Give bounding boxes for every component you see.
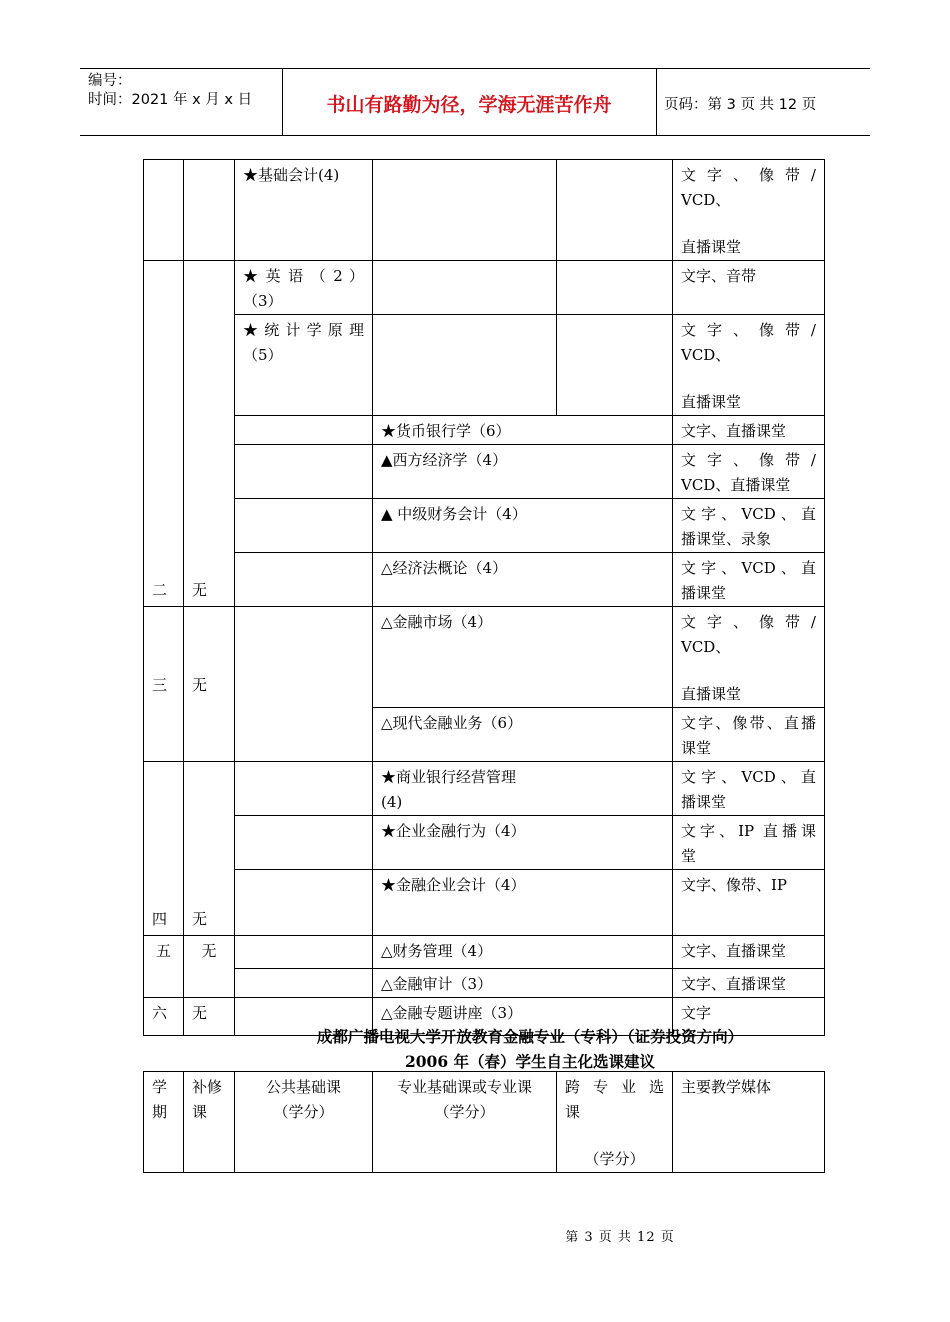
table-row bbox=[144, 816, 825, 870]
major-course-cell bbox=[373, 160, 557, 261]
media-cell: 文 字 、 像 带 / VCD、 直播课堂 bbox=[673, 315, 825, 416]
table-row bbox=[144, 160, 825, 261]
media-cell: 文字、直播课堂 bbox=[673, 416, 825, 445]
media-cell: 文 字 、 像 带 / VCD、 直播课堂 bbox=[673, 607, 825, 708]
makeup-cell: 无 bbox=[184, 607, 235, 762]
public-course-cell bbox=[235, 553, 373, 607]
media-cell: 文字、VCD、直 播课堂 bbox=[673, 762, 825, 816]
major-course-cell: △金融市场（4） bbox=[373, 607, 673, 708]
major-course-cell: ★货币银行学（6） bbox=[373, 416, 673, 445]
public-course-cell bbox=[235, 936, 373, 969]
media-cell: 文字、像带、直播 课堂 bbox=[673, 708, 825, 762]
header-public-course: 公共基础课 （学分） bbox=[235, 1072, 373, 1173]
major-course-cell bbox=[373, 261, 557, 315]
makeup-cell: 无 bbox=[184, 261, 235, 607]
media-cell: 文 字 、 像 带 / VCD、直播课堂 bbox=[673, 445, 825, 499]
major-course-cell: ★商业银行经营管理 (4) bbox=[373, 762, 673, 816]
public-course-cell bbox=[235, 445, 373, 499]
major-course-cell: △金融专题讲座（3） bbox=[373, 998, 673, 1036]
header-makeup: 补修 课 bbox=[184, 1072, 235, 1173]
table-row bbox=[144, 969, 825, 998]
table-row bbox=[144, 445, 825, 499]
public-course-cell: ★基础会计(4) bbox=[235, 160, 373, 261]
major-course-cell: ★企业金融行为（4） bbox=[373, 816, 673, 870]
term-cell: 六 bbox=[144, 998, 184, 1036]
table-row bbox=[144, 870, 825, 936]
public-course-cell bbox=[235, 607, 373, 762]
header-media: 主要教学媒体 bbox=[673, 1072, 825, 1173]
term-cell: 五 bbox=[144, 936, 184, 998]
cross-course-cell bbox=[557, 160, 673, 261]
cross-course-cell bbox=[557, 315, 673, 416]
public-course-cell bbox=[235, 870, 373, 936]
term-cell: 二 bbox=[144, 261, 184, 607]
header-term: 学 期 bbox=[144, 1072, 184, 1173]
public-course-cell: ★ 英 语 （ 2 ） （3） bbox=[235, 261, 373, 315]
table-row bbox=[144, 499, 825, 553]
table-row bbox=[144, 416, 825, 445]
section-title: 成都广播电视大学开放教育金融专业（专科）（证券投资方向） bbox=[316, 1027, 744, 1046]
table-header-row bbox=[144, 1072, 825, 1173]
table-row bbox=[144, 315, 825, 416]
header-number: 编号： bbox=[88, 73, 132, 89]
media-cell: 文字、VCD、直 播课堂、录象 bbox=[673, 499, 825, 553]
page-footer: 第 3 页 共 12 页 bbox=[565, 1230, 675, 1245]
major-course-cell: ★金融企业会计（4） bbox=[373, 870, 673, 936]
table-row bbox=[144, 553, 825, 607]
table-row bbox=[144, 762, 825, 816]
term-cell: 三 bbox=[144, 607, 184, 762]
header-divider bbox=[656, 69, 657, 135]
course-selection-table bbox=[143, 1071, 825, 1173]
public-course-cell bbox=[235, 969, 373, 998]
makeup-cell: 无 bbox=[184, 936, 235, 998]
major-course-cell: △财务管理（4） bbox=[373, 936, 673, 969]
table-row bbox=[144, 261, 825, 315]
media-cell: 文字、直播课堂 bbox=[673, 936, 825, 969]
public-course-cell bbox=[235, 816, 373, 870]
header-page-number: 页码：第 3 页 共 12 页 bbox=[664, 96, 817, 113]
major-course-cell bbox=[373, 315, 557, 416]
header-date: 时间：2021 年 x 月 x 日 bbox=[88, 92, 253, 108]
term-cell bbox=[144, 160, 184, 261]
makeup-cell bbox=[184, 160, 235, 261]
media-cell: 文字、像带、IP bbox=[673, 870, 825, 936]
header-cross-course: 跨 专 业 选 课 （学分） bbox=[557, 1072, 673, 1173]
makeup-cell: 无 bbox=[184, 762, 235, 936]
media-cell: 文 字 、 像 带 / VCD、 直播课堂 bbox=[673, 160, 825, 261]
major-course-cell: ▲西方经济学（4） bbox=[373, 445, 673, 499]
table-row bbox=[144, 607, 825, 708]
media-cell: 文字、音带 bbox=[673, 261, 825, 315]
term-cell: 四 bbox=[144, 762, 184, 936]
page-header bbox=[80, 68, 870, 136]
public-course-cell: ★统计学原理 （5） bbox=[235, 315, 373, 416]
table-row bbox=[144, 936, 825, 969]
header-motto: 书山有路勤为径，学海无涯苦作舟 bbox=[326, 93, 612, 116]
major-course-cell: △金融审计（3） bbox=[373, 969, 673, 998]
public-course-cell bbox=[235, 499, 373, 553]
major-course-cell: △现代金融业务（6） bbox=[373, 708, 673, 762]
header-major-course: 专业基础课或专业课 （学分） bbox=[373, 1072, 557, 1173]
major-course-cell: △经济法概论（4） bbox=[373, 553, 673, 607]
makeup-cell: 无 bbox=[184, 998, 235, 1036]
section-subtitle: 2006 年（春）学生自主化选课建议 bbox=[404, 1052, 656, 1071]
public-course-cell bbox=[235, 762, 373, 816]
header-meta bbox=[88, 72, 252, 110]
media-cell: 文字、VCD、直 播课堂 bbox=[673, 553, 825, 607]
media-cell: 文字、直播课堂 bbox=[673, 969, 825, 998]
media-cell: 文字 bbox=[673, 998, 825, 1036]
major-course-cell: ▲ 中级财务会计（4） bbox=[373, 499, 673, 553]
cross-course-cell bbox=[557, 261, 673, 315]
course-plan-table bbox=[143, 159, 825, 1036]
public-course-cell bbox=[235, 416, 373, 445]
media-cell: 文字、IP 直播课 堂 bbox=[673, 816, 825, 870]
